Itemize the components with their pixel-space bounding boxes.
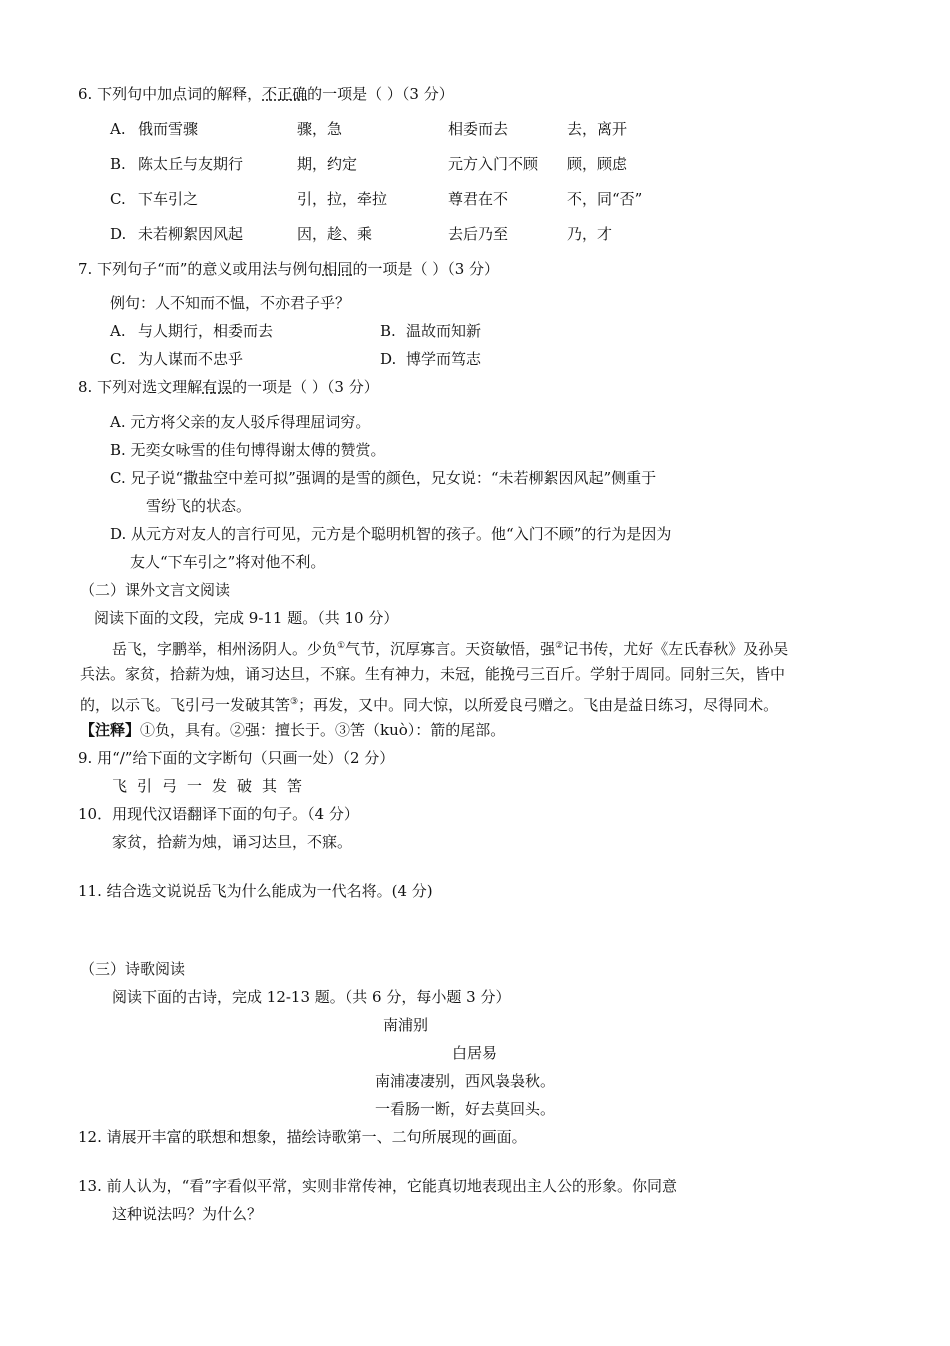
question-7-stem: 7. 下列句子“而”的意义或用法与例句相同的一项是（ ）（3 分） bbox=[78, 260, 500, 278]
passage-line-1: 岳飞，字鹏举，相州汤阴人。少负①气节，沉厚寡言。天资敏悟，强②记书传，尤好《左氏春秋》及孙吴 bbox=[112, 640, 789, 658]
question-8-option-c-line1: C. 兄子说“撒盐空中差可拟”强调的是雪的颜色，兄女说：“未若柳絮因风起”侧重于 bbox=[110, 469, 657, 487]
poem-line-1: 南浦凄凄别，西风袅袅秋。 bbox=[375, 1072, 556, 1090]
question-13-stem-line2: 这种说法吗？为什么？ bbox=[112, 1205, 263, 1223]
poem-title: 南浦别 bbox=[383, 1016, 429, 1034]
question-8-option-b: B. 无奕女咏雪的佳句博得谢太傅的赞赏。 bbox=[110, 441, 386, 459]
section-3-heading: （三）诗歌阅读 bbox=[80, 960, 186, 978]
section-3-instruction: 阅读下面的古诗，完成 12-13 题。（共 6 分，每小题 3 分） bbox=[112, 988, 511, 1006]
question-8-stem: 8. 下列对选文理解有误的一项是（ ）（3 分） bbox=[78, 378, 379, 396]
question-8-option-a: A. 元方将父亲的友人驳斥得理屈词穷。 bbox=[110, 413, 371, 431]
poem-author: 白居易 bbox=[452, 1044, 498, 1062]
question-8-option-d-line1: D. 从元方对友人的言行可见，元方是个聪明机智的孩子。他“入门不顾”的行为是因为 bbox=[110, 525, 672, 543]
question-10-text: 家贫，拾薪为烛，诵习达旦，不寐。 bbox=[112, 833, 353, 851]
emphasis-dotted-word: 不正确 bbox=[262, 85, 308, 103]
section-2-heading: （二）课外文言文阅读 bbox=[80, 581, 231, 599]
question-12-stem: 12. 请展开丰富的联想和想象，描绘诗歌第一、二句所展现的画面。 bbox=[78, 1128, 527, 1146]
emphasis-dotted-word: 有误 bbox=[202, 378, 233, 396]
passage-line-2: 兵法。家贫，拾薪为烛，诵习达旦，不寐。生有神力，未冠，能挽弓三百斤。学射于周同。同射三矢，皆中 bbox=[80, 665, 786, 683]
question-10-stem: 10．用现代汉语翻译下面的句子。（4 分） bbox=[78, 805, 359, 823]
question-13-stem-line1: 13. 前人认为，“看”字看似平常，实则非常传神，它能真切地表现出主人公的形象。你同意 bbox=[78, 1177, 677, 1195]
emphasis-dotted-word: 相同 bbox=[322, 260, 353, 278]
question-9-stem: 9. 用“/”给下面的文字断句（只画一处）（2 分） bbox=[78, 749, 395, 767]
question-6-stem: 6. 下列句中加点词的解释，不正确的一项是（ ）（3 分） bbox=[78, 85, 454, 103]
question-8-option-c-line2: 雪纷飞的状态。 bbox=[146, 497, 252, 515]
passage-line-3: 的，以示飞。飞引弓一发破其筈③；再发，又中。同大惊，以所爱良弓赠之。飞由是益日练习，尽得同术。 bbox=[80, 696, 779, 714]
question-8-option-d-line2: 友人“下车引之”将对他不利。 bbox=[130, 553, 326, 571]
passage-notes: 【注释】①负，具有。②强：擅长于。③筈（kuò）：箭的尾部。 bbox=[80, 721, 506, 739]
poem-line-2: 一看肠一断，好去莫回头。 bbox=[375, 1100, 556, 1118]
question-9-text: 飞引弓一发破其筈 bbox=[112, 777, 313, 795]
question-7-example: 例句：人不知而不愠，不亦君子乎？ bbox=[110, 294, 351, 312]
section-2-instruction: 阅读下面的文段，完成 9-11 题。（共 10 分） bbox=[94, 609, 399, 627]
question-11-stem: 11. 结合选文说说岳飞为什么能成为一代名将。(4 分) bbox=[78, 882, 433, 900]
